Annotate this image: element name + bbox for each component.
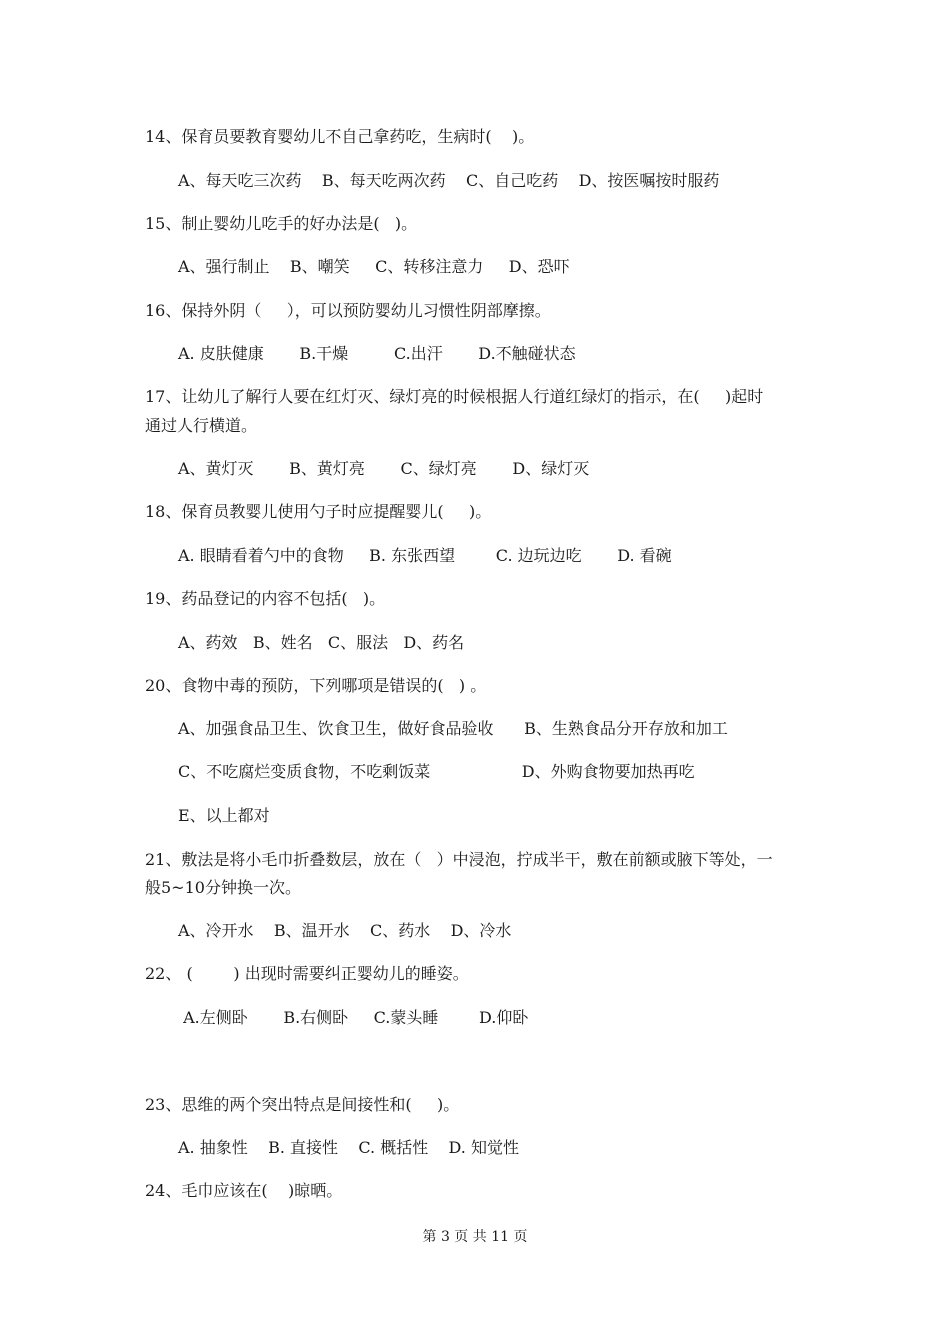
question-18-options: A. 眼睛看着勺中的食物 B. 东张西望 C. 边玩边吃 D. 看碗 (178, 546, 672, 565)
question-23-stem: 23、思维的两个突出特点是间接性和( )。 (145, 1095, 460, 1114)
question-21-options: A、冷开水 B、温开水 C、药水 D、冷水 (178, 921, 512, 940)
question-15-options: A、强行制止 B、嘲笑 C、转移注意力 D、恐吓 (178, 257, 570, 276)
question-19-stem: 19、药品登记的内容不包括( )。 (145, 589, 386, 608)
question-20-options-cd: C、不吃腐烂变质食物，不吃剩饭菜 D、外购食物要加热再吃 (178, 762, 695, 781)
question-20-stem: 20、食物中毒的预防，下列哪项是错误的( ) 。 (145, 676, 487, 695)
question-22-options: A.左侧卧 B.右侧卧 C.蒙头睡 D.仰卧 (178, 1008, 529, 1027)
question-19-options: A、药效 B、姓名 C、服法 D、药名 (178, 633, 465, 652)
question-16-options: A. 皮肤健康 B.干燥 C.出汗 D.不触碰状态 (178, 344, 576, 363)
question-15-stem: 15、制止婴幼儿吃手的好办法是( )。 (145, 214, 418, 233)
question-20-options-ab: A、加强食品卫生、饮食卫生，做好食品验收 B、生熟食品分开存放和加工 (178, 719, 728, 738)
question-17-options: A、黄灯灭 B、黄灯亮 C、绿灯亮 D、绿灯灭 (178, 459, 590, 478)
question-24-stem: 24、毛巾应该在( )晾晒。 (145, 1181, 343, 1200)
question-14-stem: 14、保育员要教育婴幼儿不自己拿药吃，生病时( )。 (145, 127, 535, 146)
question-14-options: A、每天吃三次药 B、每天吃两次药 C、自己吃药 D、按医嘱按时服药 (178, 171, 720, 190)
question-21-stem: 21、敷法是将小毛巾折叠数层，放在（ ）中浸泡，拧成半干，敷在前额或腋下等处，一 (145, 850, 773, 869)
page-footer: 第 3 页 共 11 页 (422, 1229, 528, 1245)
question-17-stem: 17、让幼儿了解行人要在红灯灭、绿灯亮的时候根据人行道红绿灯的指示，在( )起时 (145, 387, 764, 406)
question-21-stem-cont: 般5~10分钟换一次。 (145, 878, 301, 897)
question-23-options: A. 抽象性 B. 直接性 C. 概括性 D. 知觉性 (178, 1138, 519, 1157)
question-22-stem: 22、 ( ) 出现时需要纠正婴幼儿的睡姿。 (145, 964, 469, 983)
question-18-stem: 18、保育员教婴儿使用勺子时应提醒婴儿( )。 (145, 502, 492, 521)
question-17-stem-cont: 通过人行横道。 (145, 416, 258, 435)
question-20-options-e: E、以上都对 (178, 806, 270, 825)
question-16-stem: 16、保持外阴（ ），可以预防婴幼儿习惯性阴部摩擦。 (145, 301, 551, 320)
